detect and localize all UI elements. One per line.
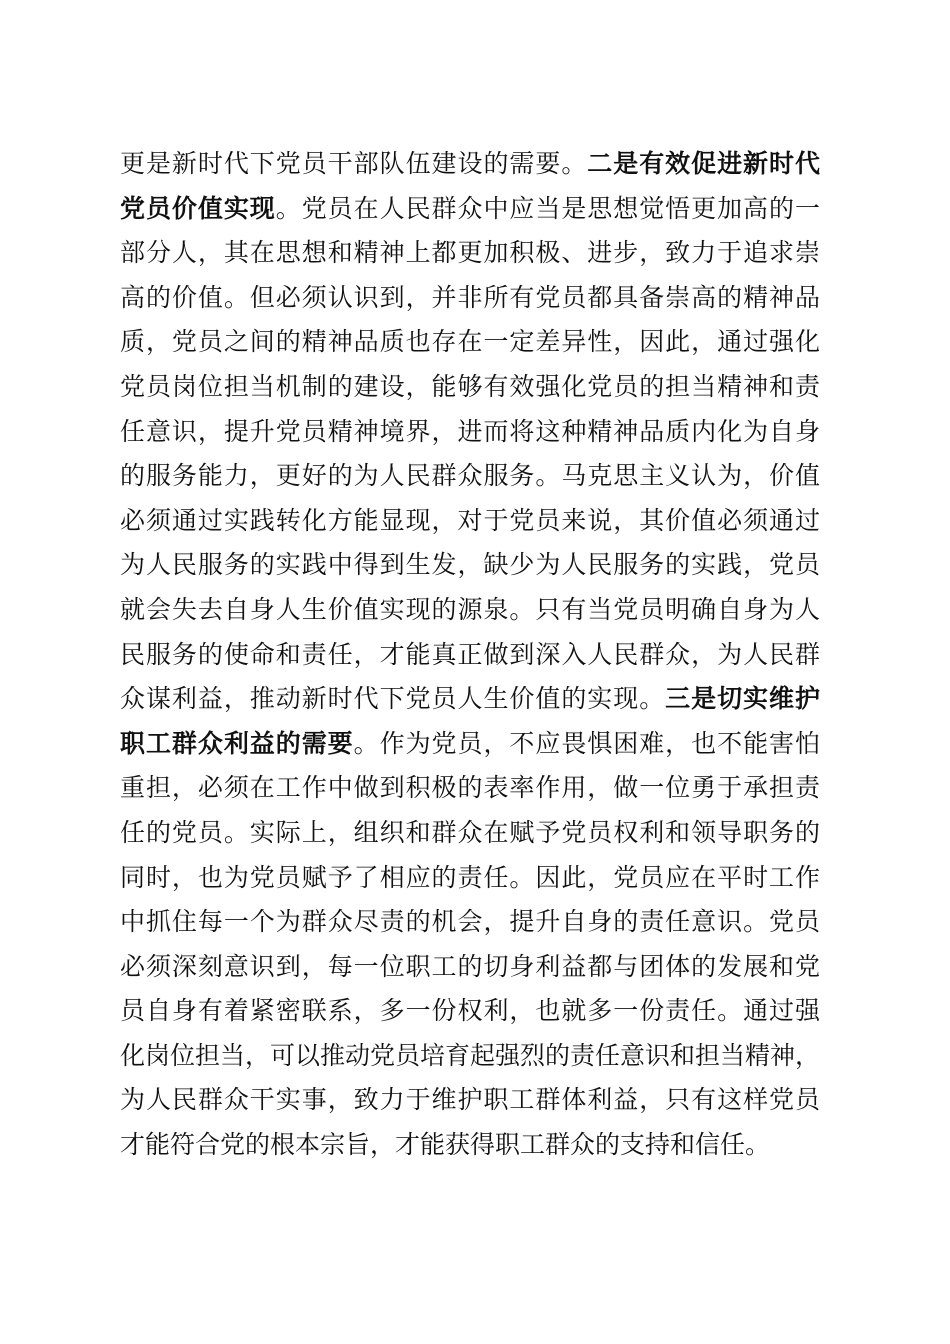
body-text: 任意识，提升党员精神境界，进而将这种精神品质内化为自身 [120, 416, 820, 446]
text-line [120, 900, 820, 945]
text-line [120, 945, 820, 990]
body-text: 为人民群众干实事，致力于维护职工群体利益，只有这样党员 [120, 1085, 820, 1115]
text-line [120, 410, 820, 455]
text-line [120, 811, 820, 856]
text-line [120, 142, 820, 187]
text-line [120, 231, 820, 276]
text-line [120, 722, 820, 767]
bold-heading-text: 职工群众利益的需要 [120, 728, 354, 758]
body-text: 中抓住每一个为群众尽责的机会，提升自身的责任意识。党员 [120, 907, 820, 937]
text-line [120, 1123, 820, 1168]
text-line [120, 543, 820, 588]
text-line [120, 276, 820, 321]
body-text: 众谋利益，推动新时代下党员人生价值的实现。 [120, 684, 666, 714]
body-text: 高的价值。但必须认识到，并非所有党员都具备崇高的精神品 [120, 282, 820, 312]
body-text: 化岗位担当，可以推动党员培育起强烈的责任意识和担当精神， [120, 1040, 821, 1070]
text-line [120, 320, 820, 365]
body-text: 才能符合党的根本宗旨，才能获得职工群众的支持和信任。 [120, 1130, 771, 1160]
body-text: 任的党员。实际上，组织和群众在赋予党员权利和领导职务的 [120, 817, 820, 847]
text-line [120, 187, 820, 232]
body-text: 党员岗位担当机制的建设，能够有效强化党员的担当精神和责 [120, 371, 820, 401]
body-text: 。作为党员，不应畏惧困难，也不能害怕 [353, 728, 820, 758]
body-paragraph [120, 142, 820, 1168]
bold-heading-text: 党员价值实现 [120, 193, 276, 223]
body-text: 必须通过实践转化方能显现，对于党员来说，其价值必须通过 [120, 505, 820, 535]
text-line [120, 499, 820, 544]
text-line [120, 1034, 820, 1079]
bold-heading-text: 二是有效促进新时代 [587, 149, 820, 178]
body-text: 部分人，其在思想和精神上都更加积极、进步，致力于追求崇 [120, 238, 820, 268]
text-line [120, 989, 820, 1034]
body-text: 的服务能力，更好的为人民群众服务。马克思主义认为，价值 [120, 461, 820, 491]
text-line [120, 588, 820, 633]
text-line [120, 766, 820, 811]
body-text: 质，党员之间的精神品质也存在一定差异性，因此，通过强化 [120, 327, 820, 357]
body-text: 。党员在人民群众中应当是思想觉悟更加高的一 [275, 193, 820, 223]
body-text: 员自身有着紧密联系，多一份权利，也就多一份责任。通过强 [120, 996, 820, 1026]
text-line [120, 677, 820, 722]
body-text: 就会失去自身人生价值实现的源泉。只有当党员明确自身为人 [120, 594, 820, 624]
text-line [120, 1078, 820, 1123]
body-text: 为人民服务的实践中得到生发，缺少为人民服务的实践，党员 [120, 550, 820, 580]
body-text: 同时，也为党员赋予了相应的责任。因此，党员应在平时工作 [120, 862, 820, 892]
body-text: 民服务的使命和责任，才能真正做到深入人民群众，为人民群 [120, 639, 820, 669]
body-text: 更是新时代下党员干部队伍建设的需要。 [120, 149, 588, 178]
text-line [120, 856, 820, 901]
bold-heading-text: 三是切实维护 [665, 684, 820, 714]
text-line [120, 454, 820, 499]
body-text: 必须深刻意识到，每一位职工的切身利益都与团体的发展和党 [120, 951, 820, 981]
text-line [120, 633, 820, 678]
body-text: 重担，必须在工作中做到积极的表率作用，做一位勇于承担责 [120, 773, 820, 803]
text-line [120, 365, 820, 410]
